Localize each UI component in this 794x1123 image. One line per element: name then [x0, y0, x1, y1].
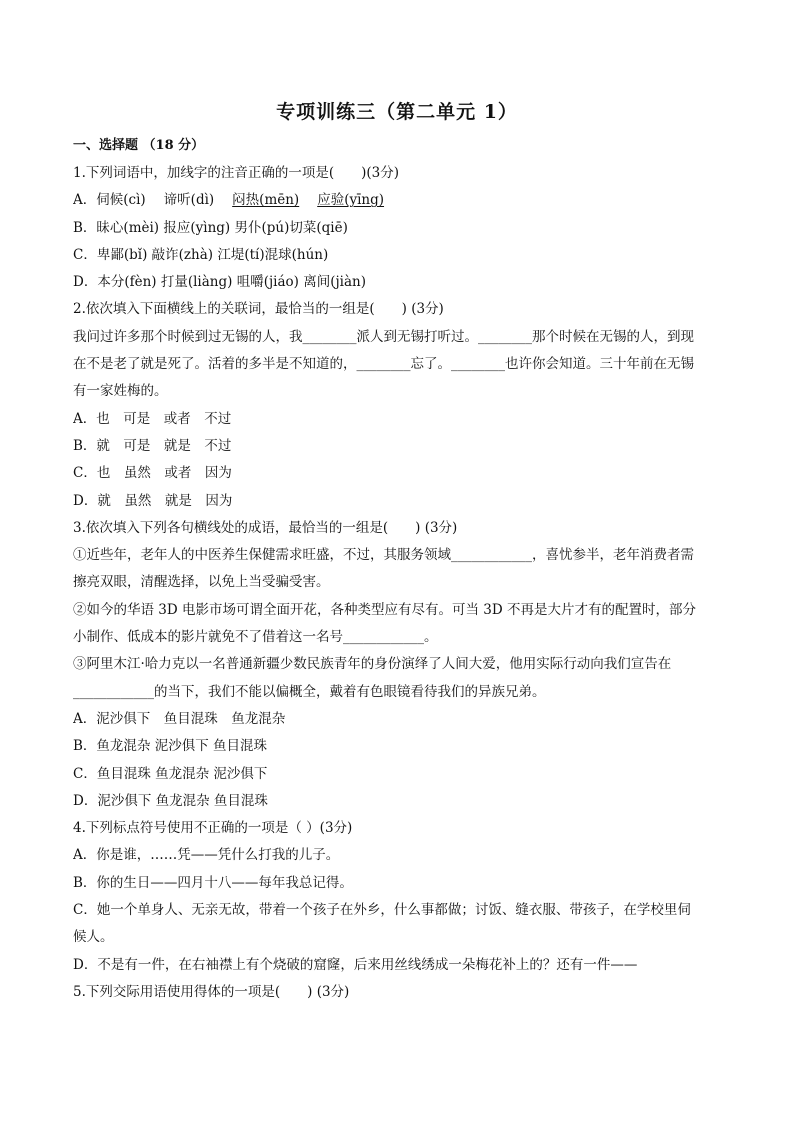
page-title: 专项训练三（第二单元 1） [276, 101, 518, 123]
q2-option-c: C．也 虽然 或者 因为 [73, 465, 232, 482]
q3-stem: 3.依次填入下列各句横线处的成语，最恰当的一组是( ) (3分) [73, 519, 458, 536]
q2-passage-line: 有一家姓梅的。 [73, 383, 168, 400]
q3-sentence-2-cont: 小制作、低成本的影片就免不了借着这一名号____________。 [73, 629, 438, 646]
q3-sentence-1: ①近些年，老年人的中医养生保健需求旺盛，不过，其服务领域____________，喜忧参半，老年消费者需 [73, 547, 694, 564]
q3-option-c: C．鱼目混珠 鱼龙混杂 泥沙俱下 [73, 765, 268, 782]
question-list [73, 160, 723, 1006]
q2-option-d: D．就 虽然 就是 因为 [73, 492, 233, 509]
q3-option-d: D．泥沙俱下 鱼龙混杂 鱼目混珠 [73, 792, 268, 809]
q3-sentence-2: ②如今的华语 3D 电影市场可谓全面开花，各种类型应有尽有。可当 3D 不再是大片才有的配置时，部分 [73, 601, 696, 618]
q1-option-c: C．卑鄙(bǐ) 敲诈(zhà) 江堤(tí)混球(hún) [73, 246, 329, 263]
q1-option-b: B．昧心(mèi) 报应(yìng) 男仆(pú)切菜(qiē) [73, 219, 348, 236]
q5-stem: 5.下列交际用语使用得体的一项是( ) (3分) [73, 983, 350, 1000]
q1-stem: 1.下列词语中，加线字的注音正确的一项是( )(3分) [73, 165, 400, 181]
q3-sentence-3-cont: ____________的当下，我们不能以偏概全，戴着有色眼镜看待我们的异族兄弟。 [73, 683, 546, 700]
q1-option-a: A．伺候(cì) 谛听(dì) 闷热(mēn) 应验(yīng) [73, 192, 385, 209]
q4-option-a: A．你是谁，……凭——凭什么打我的儿子。 [73, 847, 340, 864]
q2-option-b: B．就 可是 就是 不过 [73, 437, 232, 454]
q4-stem: 4.下列标点符号使用不正确的一项是（ ）(3分) [73, 820, 353, 837]
q3-option-a: A．泥沙俱下 鱼目混珠 鱼龙混杂 [73, 710, 286, 727]
q2-option-a: A．也 可是 或者 不过 [73, 410, 232, 427]
q4-option-d: D．不是有一件，在右袖襟上有个烧破的窟窿，后来用丝线绣成一朵梅花补上的？还有一件—— [73, 956, 638, 973]
q2-passage-line: 我问过许多那个时候到过无锡的人，我________派人到无锡打听过。________那个时候在无锡的人，到现 [73, 328, 694, 345]
q2-stem: 2.依次填入下面横线上的关联词，最恰当的一组是( ) (3分) [73, 301, 444, 318]
q4-option-b: B．你的生日——四月十八——每年我总记得。 [73, 874, 353, 891]
q3-sentence-1-cont: 擦亮双眼，清醒选择，以免上当受骗受害。 [73, 574, 330, 591]
q1-option-d: D．本分(fèn) 打量(liàng) 咀嚼(jiáo) 离间(jiàn) [73, 274, 366, 291]
q3-sentence-3: ③阿里木江·哈力克以一名普通新疆少数民族青年的身份演绎了人间大爱，他用实际行动向我们宣告在 [73, 656, 672, 673]
section-heading: 一、选择题 （18 分） [73, 138, 205, 153]
q4-option-c-cont: 候人。 [73, 929, 114, 946]
q4-option-c: C．她一个单身人、无亲无故，带着一个孩子在外乡，什么事都做；讨饭、缝衣服、带孩子，在学校里伺 [73, 902, 691, 919]
q3-option-b: B．鱼龙混杂 泥沙俱下 鱼目混珠 [73, 738, 268, 755]
q2-passage-line: 在不是老了就是死了。活着的多半是不知道的，________忘了。________也许你会知道。三十年前在无锡 [73, 356, 694, 373]
